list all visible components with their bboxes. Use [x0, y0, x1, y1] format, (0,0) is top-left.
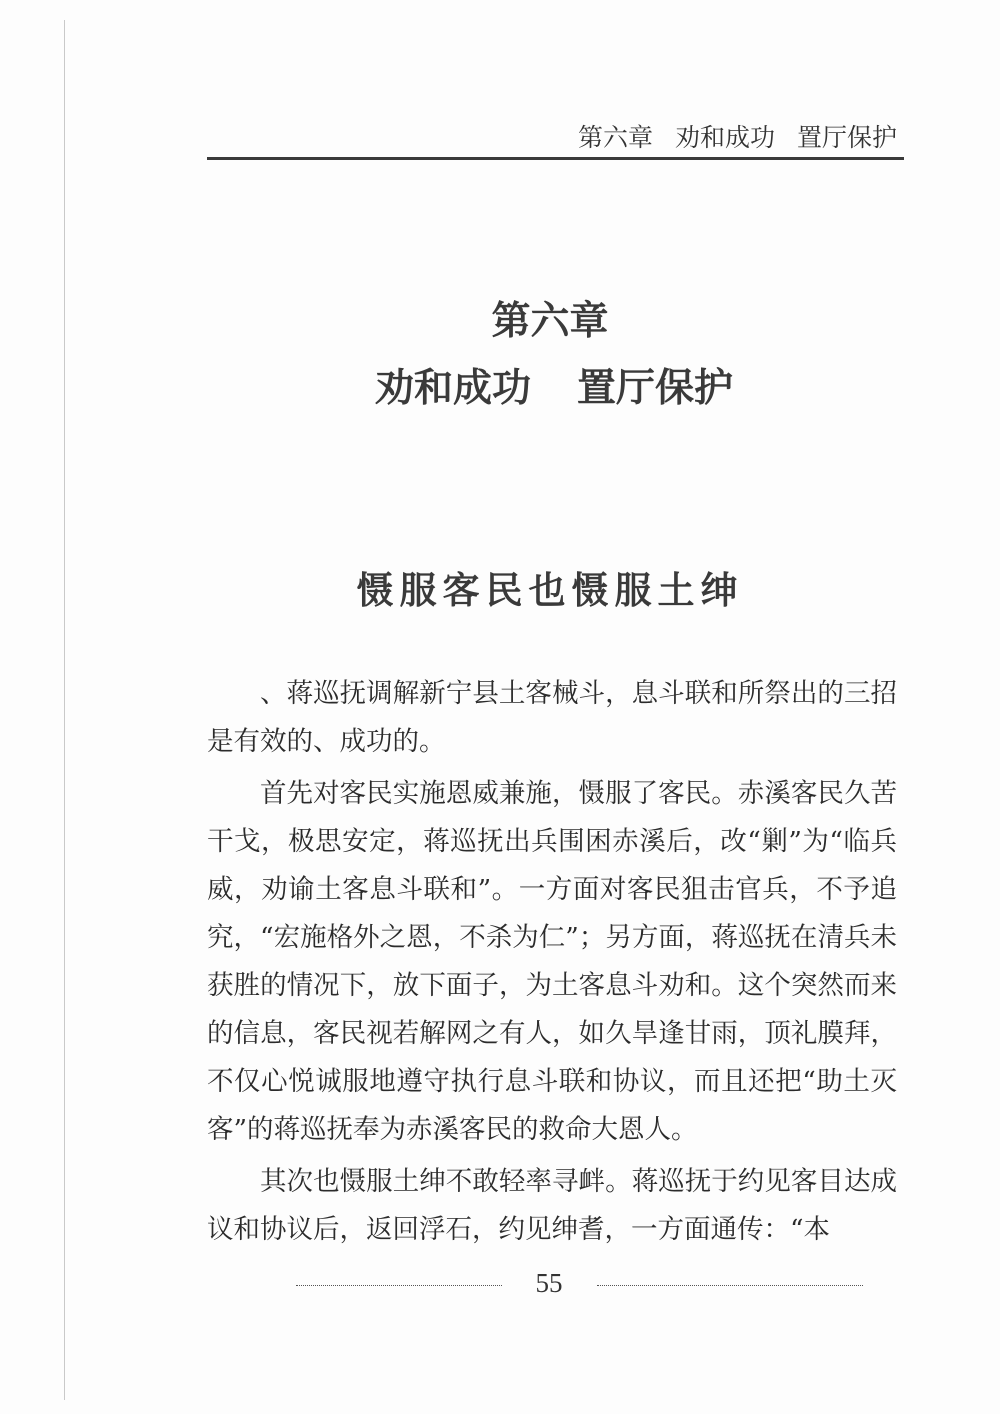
body-text: [207, 670, 897, 1258]
binding-edge-line: [64, 20, 65, 1400]
chapter-title: [0, 357, 1000, 413]
chapter-title-part2: 置厅保护: [577, 366, 734, 411]
footer-rule-right: [597, 1285, 863, 1287]
page-footer: [296, 1268, 896, 1308]
paragraph: 首先对客民实施恩威兼施，慑服了客民。赤溪客民久苦干戈，极思安定，蒋巡抚出兵围困赤溪后，改“剿”为“临兵威，劝谕土客息斗联和”。一方面对客民狙击官兵，不予追究，“宏施格外之恩，不杀为仁”；另方面，蒋巡抚在清兵未获胜的情况下，放下面子，为土客息斗劝和。这个突然而来的信息，客民视若解网之有人，如久旱逢甘雨，顶礼膜拜，不仅心悦诚服地遵守执行息斗联和协议，而且还把“助土灭客”的蒋巡抚奉为赤溪客民的救命大恩人。: [207, 778, 897, 1145]
chapter-title-part1: 劝和成功: [374, 366, 531, 411]
section-title: 慑服客民也慑服土绅: [356, 568, 744, 612]
running-header: [578, 118, 897, 154]
paragraph: 其次也慑服土绅不敢轻率寻衅。蒋巡抚于约见客目达成议和协议后，返回浮石，约见绅耆，一方面通传：“本: [207, 1166, 897, 1245]
header-rule: [207, 157, 904, 160]
running-header-chapter: 第六章: [577, 123, 653, 152]
running-header-title-part2: 置厅保护: [796, 123, 897, 152]
running-header-title-part1: 劝和成功: [674, 123, 775, 152]
footer-rule-left: [296, 1285, 502, 1287]
chapter-number: 第六章: [491, 299, 609, 344]
page-number: 55: [535, 1268, 563, 1298]
paragraph: 、蒋巡抚调解新宁县土客械斗，息斗联和所祭出的三招是有效的、成功的。: [207, 678, 897, 757]
